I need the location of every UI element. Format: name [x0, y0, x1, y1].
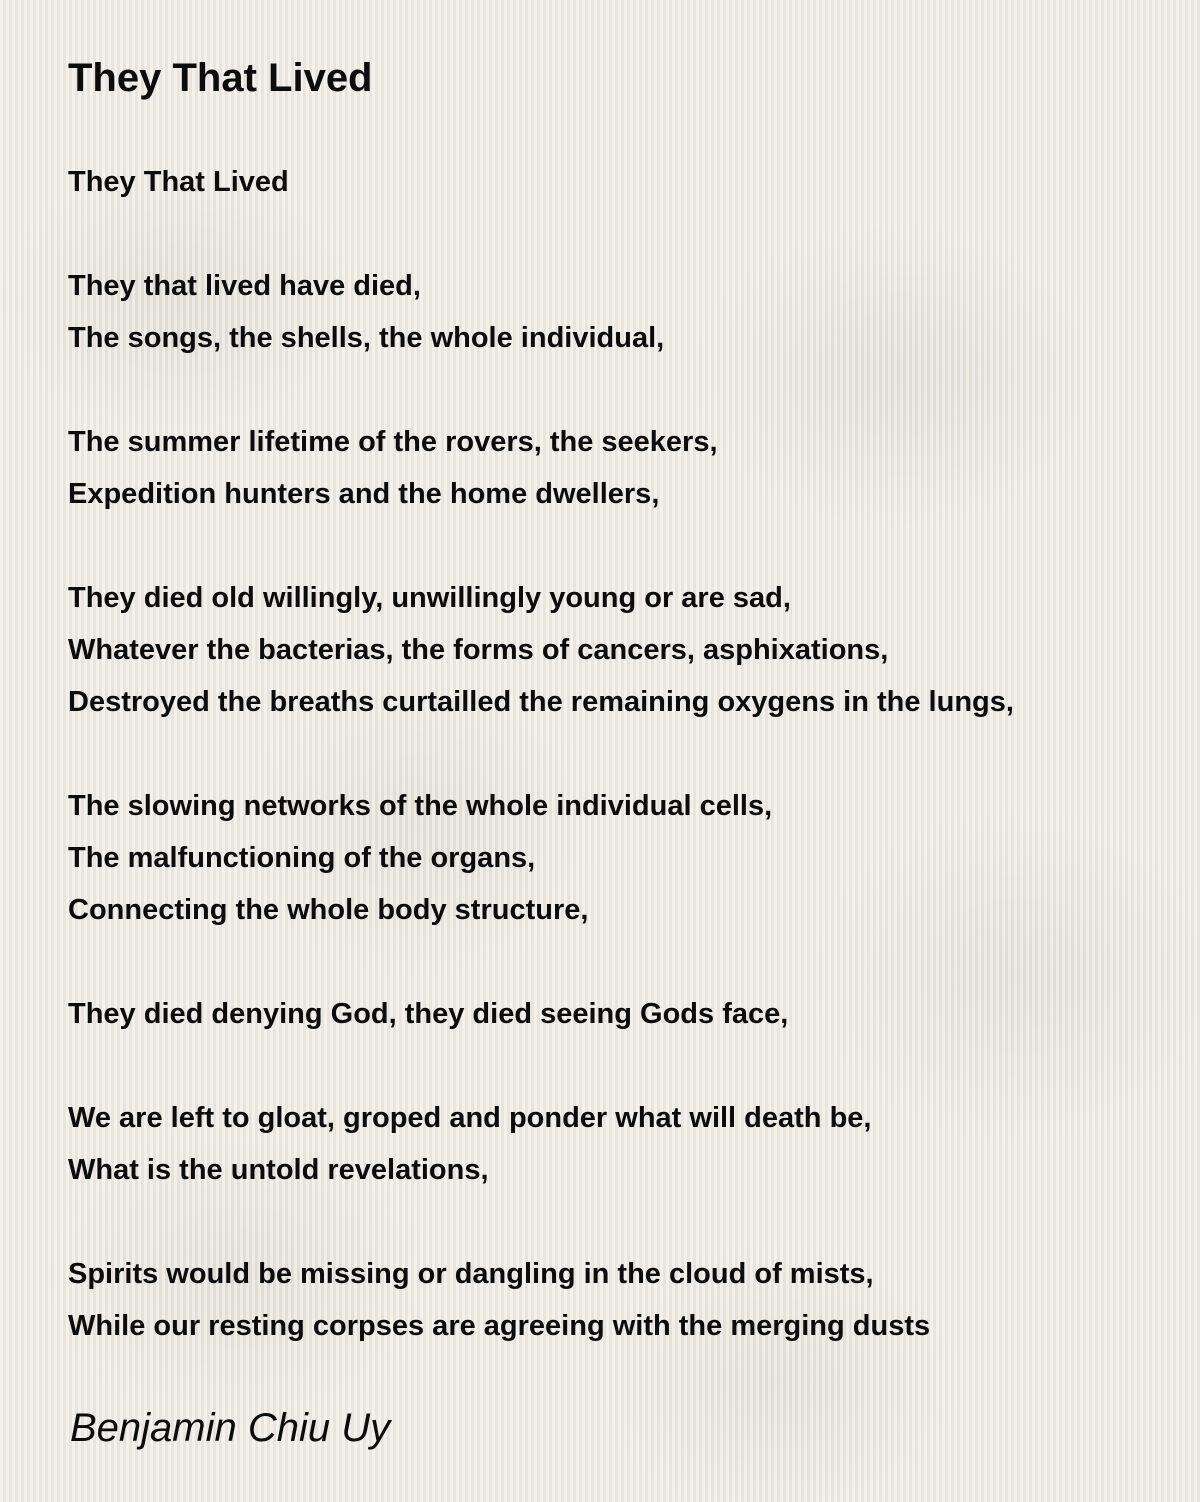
poem-line: The malfunctioning of the organs,	[68, 842, 536, 874]
poem-heading-stanza	[68, 156, 1178, 208]
author-name: Benjamin Chiu Uy	[70, 1406, 391, 1450]
stanza-1	[68, 260, 1178, 364]
poem-line: While our resting corpses are agreeing with the merging dusts	[68, 1310, 931, 1342]
poem-body	[68, 156, 1178, 1352]
page-title: They That Lived	[68, 56, 373, 100]
poem-line: Connecting the whole body structure,	[68, 894, 589, 926]
poem-heading: They That Lived	[68, 166, 289, 198]
stanza-4	[68, 780, 1178, 936]
poem-line: What is the untold revelations,	[68, 1154, 489, 1186]
poem-line: We are left to gloat, groped and ponder what will death be,	[68, 1102, 872, 1134]
poem-line: They died old willingly, unwillingly young or are sad,	[68, 582, 791, 614]
stanza-5	[68, 988, 1178, 1040]
poem-line: They that lived have died,	[68, 270, 421, 302]
poem-line: The songs, the shells, the whole individual,	[68, 322, 665, 354]
poem-line: The summer lifetime of the rovers, the seekers,	[68, 426, 718, 458]
stanza-6	[68, 1092, 1178, 1196]
stanza-7	[68, 1248, 1178, 1352]
poem-line: Whatever the bacterias, the forms of cancers, asphixations,	[68, 634, 889, 666]
poem-line: Destroyed the breaths curtailled the remaining oxygens in the lungs,	[68, 686, 1014, 718]
stanza-3	[68, 572, 1178, 728]
poem-line: The slowing networks of the whole individual cells,	[68, 790, 773, 822]
stanza-2	[68, 416, 1178, 520]
poem-line: They died denying God, they died seeing Gods face,	[68, 998, 789, 1030]
poem-line: Expedition hunters and the home dwellers,	[68, 478, 660, 510]
poem-page	[68, 52, 1178, 1352]
poem-line: Spirits would be missing or dangling in the cloud of mists,	[68, 1258, 874, 1290]
